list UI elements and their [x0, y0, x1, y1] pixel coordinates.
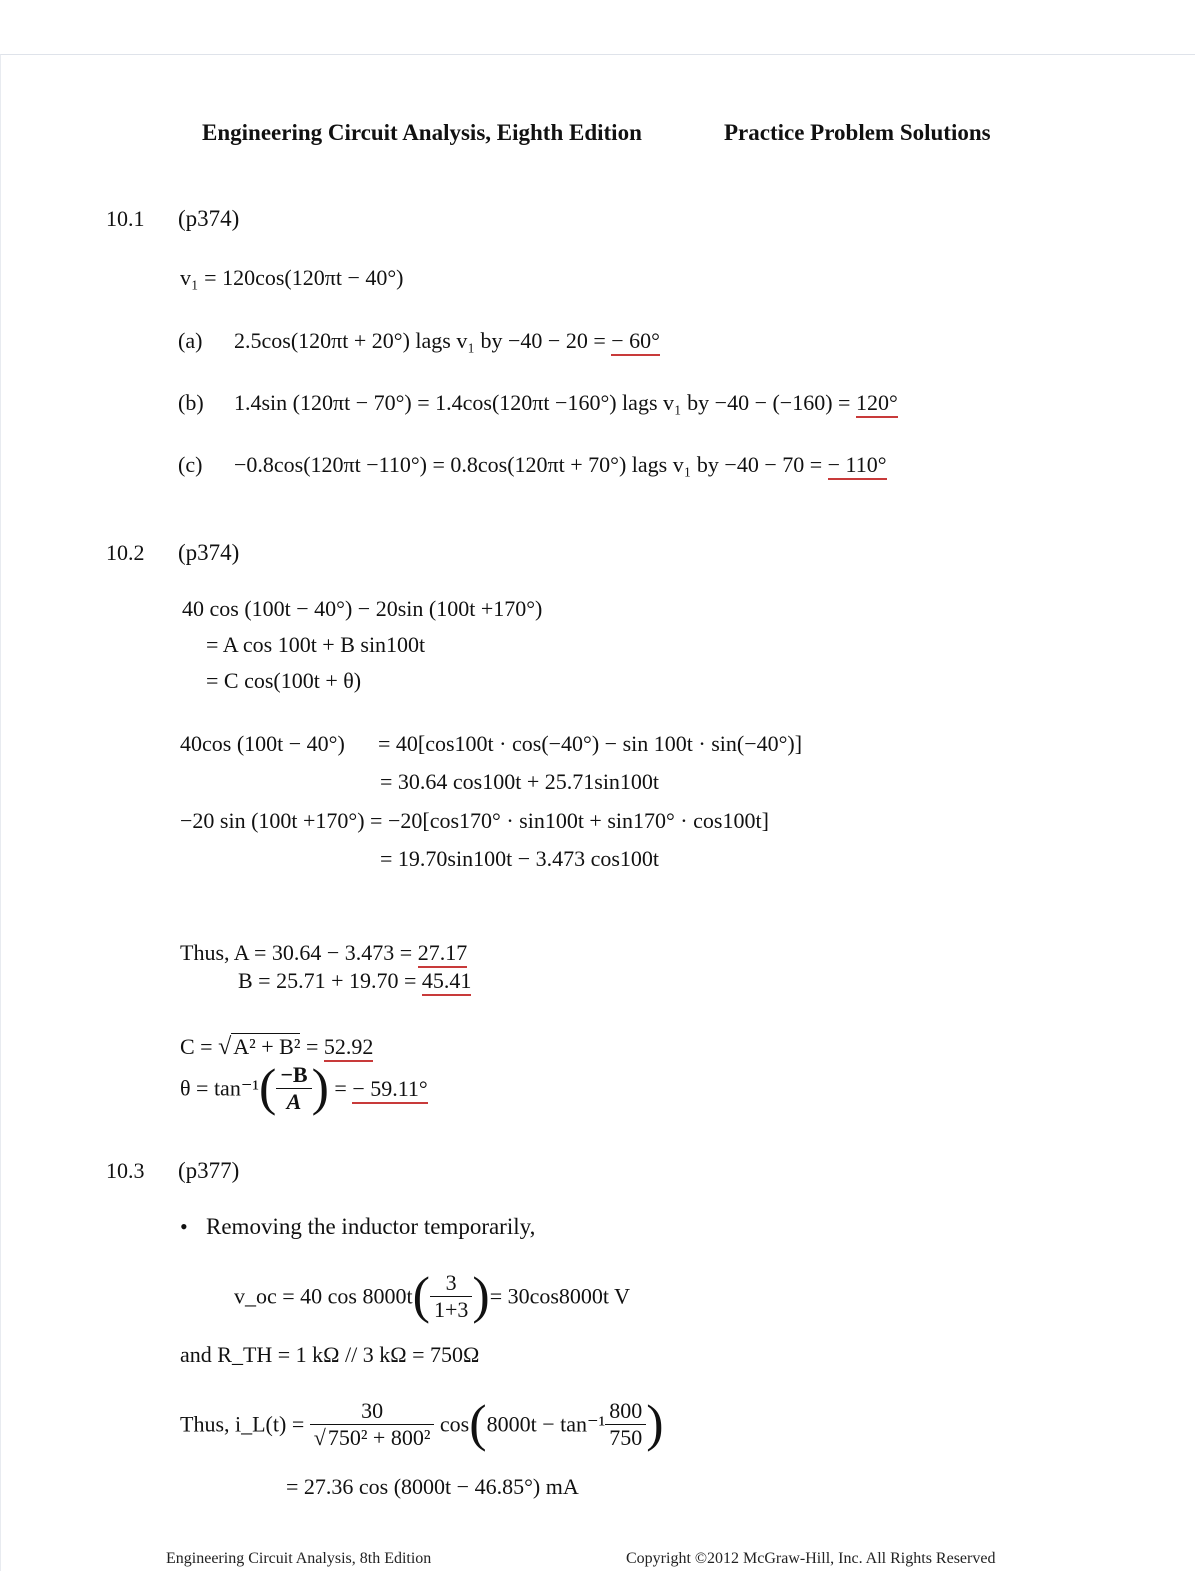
result-theta-eq: =	[334, 1075, 347, 1101]
equation-line: = A cos 100t + B sin100t	[206, 632, 426, 657]
problem-number: 10.3	[106, 1158, 145, 1183]
part-a-answer: − 60°	[611, 328, 660, 356]
result-C-text: C =	[180, 1034, 213, 1059]
il-equation	[180, 1395, 664, 1453]
expansion-right: = 40[cos100t · cos(−40°) − sin 100t · sin(−40°)]	[378, 731, 803, 756]
footer-copyright: Copyright ©2012 McGraw-Hill, Inc. All Rights Reserved	[626, 1550, 996, 1567]
result-C-line	[180, 1034, 373, 1061]
result-A-answer: 27.17	[418, 940, 468, 968]
result-theta-text: θ = tan⁻¹	[180, 1075, 260, 1101]
il-denominator: 750² + 800²	[327, 1425, 431, 1450]
result-theta-answer: − 59.11°	[352, 1076, 427, 1104]
part-b-line	[234, 390, 898, 416]
result-B-line	[238, 968, 471, 994]
il-arg-numerator: 800	[605, 1398, 646, 1425]
right-paren: )	[311, 1059, 329, 1117]
problem-page-ref: (p377)	[178, 1158, 240, 1183]
part-label-c: (c)	[178, 452, 203, 477]
left-paren: (	[469, 1395, 487, 1453]
sqrt-radicand: A² + B²	[233, 1034, 301, 1059]
result-theta-line	[180, 1059, 428, 1117]
il-result: = 27.36 cos (8000t − 46.85°) mA	[286, 1474, 579, 1499]
left-paren: (	[259, 1059, 277, 1117]
right-paren: )	[472, 1267, 490, 1325]
voc-right: = 30cos8000t V	[489, 1283, 631, 1309]
left-paren: (	[412, 1267, 430, 1325]
voc-equation	[234, 1267, 631, 1325]
expansion-left: 40cos (100t − 40°)	[180, 731, 345, 756]
problem-page-ref: (p374)	[178, 206, 240, 231]
right-paren: )	[646, 1395, 664, 1453]
result-C-eq: =	[305, 1034, 319, 1059]
equation-line: −20 sin (100t +170°) = −20[cos170° · sin100t + sin170° · cos100t]	[180, 808, 769, 833]
theta-fraction	[276, 1062, 311, 1115]
problem-number: 10.1	[106, 206, 145, 231]
voc-fraction	[430, 1270, 472, 1323]
rth-line: and R_TH = 1 kΩ // 3 kΩ = 750Ω	[180, 1342, 480, 1367]
result-B-answer: 45.41	[422, 968, 472, 996]
voc-denominator: 1+3	[433, 1297, 469, 1322]
result-A-text: Thus, A = 30.64 − 3.473 =	[180, 940, 413, 965]
part-b-answer: 120°	[856, 390, 898, 418]
part-a-text: 2.5cos(120πt + 20°) lags v₁ by −40 − 20 =	[234, 328, 606, 353]
il-left: Thus, i_L(t) =	[180, 1411, 305, 1437]
equation-line: = 30.64 cos100t + 25.71sin100t	[380, 769, 660, 794]
part-b-text: 1.4sin (120πt − 70°) = 1.4cos(120πt −160°) lags v₁ by −40 − (−160) =	[234, 390, 851, 415]
il-cos: cos	[439, 1411, 470, 1437]
il-arg-fraction	[605, 1398, 646, 1451]
part-c-text: −0.8cos(120πt −110°) = 0.8cos(120πt + 70°) lags v₁ by −40 − 70 =	[234, 452, 823, 477]
document-subtitle: Practice Problem Solutions	[724, 120, 991, 145]
given-equation: v₁ = 120cos(120πt − 40°)	[180, 265, 404, 290]
equation-line: = 19.70sin100t − 3.473 cos100t	[380, 846, 660, 871]
il-fraction	[310, 1398, 435, 1451]
part-c-line	[234, 452, 887, 478]
problem-number: 10.2	[106, 540, 145, 565]
il-denominator-wrap: √750² + 800²	[313, 1425, 431, 1450]
il-numerator: 30	[310, 1398, 435, 1425]
part-label-b: (b)	[178, 390, 204, 415]
bullet-icon: •	[180, 1214, 188, 1239]
theta-denominator: A	[286, 1089, 302, 1114]
part-a-line	[234, 328, 660, 354]
il-arg-denominator: 750	[609, 1425, 643, 1450]
part-label-a: (a)	[178, 328, 203, 353]
result-B-text: B = 25.71 + 19.70 =	[238, 968, 417, 993]
problem-page-ref: (p374)	[178, 540, 240, 565]
document-title: Engineering Circuit Analysis, Eighth Edition	[202, 120, 642, 145]
theta-numerator: −B	[276, 1062, 311, 1089]
equation-line: = C cos(100t + θ)	[206, 668, 362, 693]
bullet-text: Removing the inductor temporarily,	[206, 1214, 536, 1239]
result-A-line	[180, 940, 467, 966]
part-c-answer: − 110°	[828, 452, 887, 480]
il-argument: 8000t − tan⁻¹	[486, 1411, 606, 1437]
equation-line: 40 cos (100t − 40°) − 20sin (100t +170°)	[182, 596, 543, 621]
sqrt-sign: √	[218, 1034, 232, 1060]
voc-left: v_oc = 40 cos 8000t	[234, 1283, 413, 1309]
footer-left: Engineering Circuit Analysis, 8th Edition	[166, 1550, 432, 1567]
result-C-answer: 52.92	[324, 1034, 374, 1062]
voc-numerator: 3	[430, 1270, 472, 1297]
